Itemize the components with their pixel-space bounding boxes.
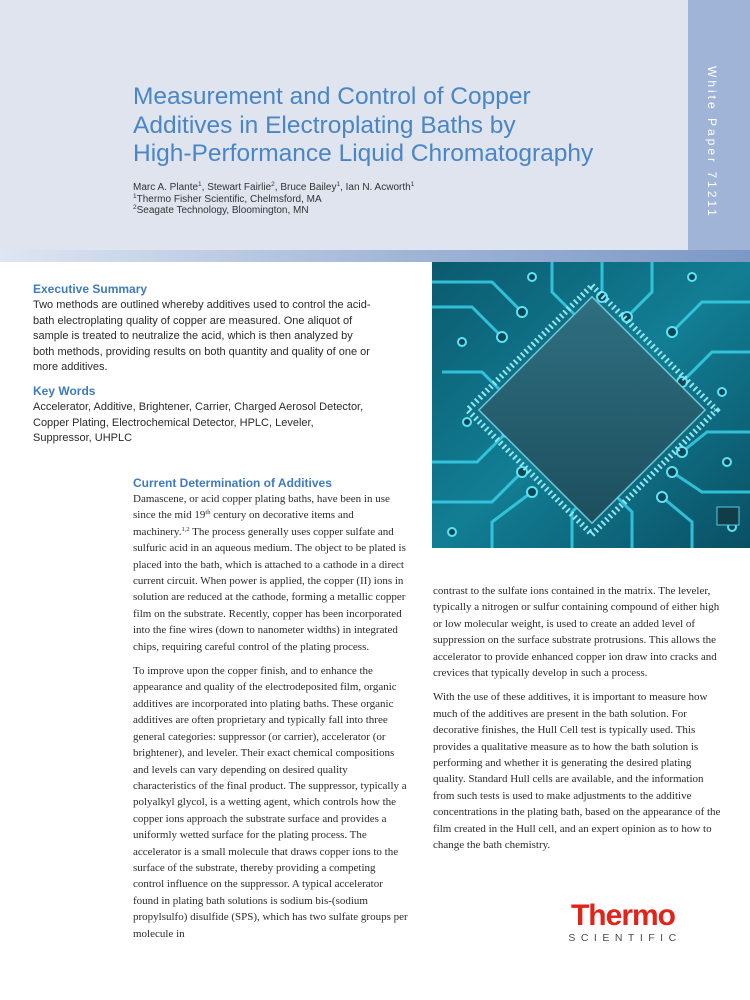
author-name: Marc A. Plante (133, 182, 199, 193)
header-gradient-band (0, 250, 750, 262)
sidebar-strip (688, 0, 750, 250)
paragraph-text: Damascene, or acid copper plating baths, have been in use since the mid 19 (133, 493, 390, 522)
affiliation-sup: 1 (336, 181, 341, 188)
current-determination-heading: Current Determination of Additives (133, 476, 332, 490)
author-name: Stewart Fairlie (207, 182, 272, 193)
executive-summary-text: Two methods are outlined whereby additives used to control the acid-bath electroplating quality of copper are measured. One aliquot of sample is treated to neutralize the acid, which is then analyzed by both methods, providing results on both quantity and quality of one or more additives. (33, 299, 371, 374)
author-block (133, 182, 414, 217)
thermo-scientific-logo (548, 900, 698, 944)
key-words-text: Accelerator, Additive, Brightener, Carrier, Charged Aerosol Detector, Copper Plating, Electrochemical Detector, HPLC, Leveler, Suppressor, UHPLC (33, 400, 364, 445)
paragraph-text: century on decorative items and machinery. (133, 509, 354, 538)
title-line: Additives in Electroplating Baths by (133, 111, 516, 139)
logo-subtitle: SCIENTIFIC (568, 932, 682, 944)
body-column-right (433, 583, 723, 862)
body-paragraph (133, 491, 408, 655)
affiliation-sup: 1 (410, 181, 415, 188)
ordinal-sup: th (205, 509, 211, 517)
affiliation-line (133, 194, 414, 206)
affiliation-text: Thermo Fisher Scientific, Chelmsford, MA (136, 193, 322, 205)
body-paragraph: contrast to the sulfate ions contained in the matrix. The leveler, typically a nitrogen or sulfur containing compound of either high or low molecular weight, is used to create an added level of suppression on the surface substrate protrusions. This allows the accelerator to provide enhanced copper ion draw into cracks and crevices that typically develop in such a process. (433, 585, 720, 680)
body-paragraph: To improve upon the copper finish, and to enhance the appearance and quality of the electrodeposited film, organic additives are incorporated into plating baths. These organic additives are often proprietary and typically fall into three general categories: suppressor (or carrier), accelerator (or brightener), and leveler. Their exact chemical compositions and levels can vary depending on desired quality characteristics of the final product. The suppressor, typically a polyalkyl glycol, is a wetting agent, which controls how the copper ions approach the substrate surface and provides a uniformly wetted surface for the plating process. The accelerator is a small molecule that draws copper ions to the surface of the substrate, thereby providing a competing control influence on the suppressor. A typical accelerator found in plating bath solutions is sodium bis-(sodium propylsulfo) disulfide (SPS), which has two sulfate groups per molecule in (133, 665, 408, 940)
executive-summary-heading: Executive Summary (33, 282, 148, 296)
affiliation-line (133, 205, 414, 217)
logo-wordmark: Thermo (570, 899, 675, 932)
affiliation-sup: 2 (133, 204, 137, 211)
key-words-heading: Key Words (33, 383, 96, 398)
page-title (133, 83, 653, 169)
circuit-board-image (432, 262, 750, 548)
body-column-left (133, 476, 408, 950)
summary-column (33, 282, 373, 455)
citation-sup: 1,2 (181, 525, 190, 533)
author-name: Ian N. Acworth (345, 182, 411, 193)
affiliation-text: Seagate Technology, Bloomington, MN (136, 205, 309, 216)
title-line: Measurement and Control of Copper (133, 83, 531, 110)
white-paper-label: White Paper 71211 (705, 66, 719, 219)
author-name: Bruce Bailey (280, 182, 337, 193)
affiliation-sup: 1 (133, 192, 137, 200)
body-paragraph: With the use of these additives, it is important to measure how much of the additives are present in the bath solution. For decorative finishes, the Hull Cell test is typically used. This provides a qualitative measure as to how the bath solution is performing and whether it is generating the desired plating quality. Standard Hull cells are available, and the information from such tests is used to make adjustments to the additive concentrations in the plating bath, based on the appearance of the film created in the Hull cell, and an expert opinion as to how to change the bath chemistry. (433, 691, 721, 852)
author-names: Marc A. Plante$^1$, Stewart Fairlie$^2$, Bruce Bailey$^1$, Ian N. Acworth$^1$ (133, 181, 415, 193)
affiliation-sup: 1 (198, 181, 202, 188)
paragraph-text: The process generally uses copper sulfate and sulfuric acid in an aqueous medium. The object to be plated is placed into the bath, which is attached to a cathode in a direct current circuit. When power is applied, the copper (II) ions in solution are reduced at the cathode, forming a metallic copper film on the substrate. Recently, copper has been incorporated into the fine wires (down to nanometer widths) in integrated chips, requiring careful control of the plating process. (133, 525, 406, 653)
title-line: High-Performance Liquid Chromatography (133, 140, 594, 167)
affiliation-sup: 2 (271, 181, 275, 188)
